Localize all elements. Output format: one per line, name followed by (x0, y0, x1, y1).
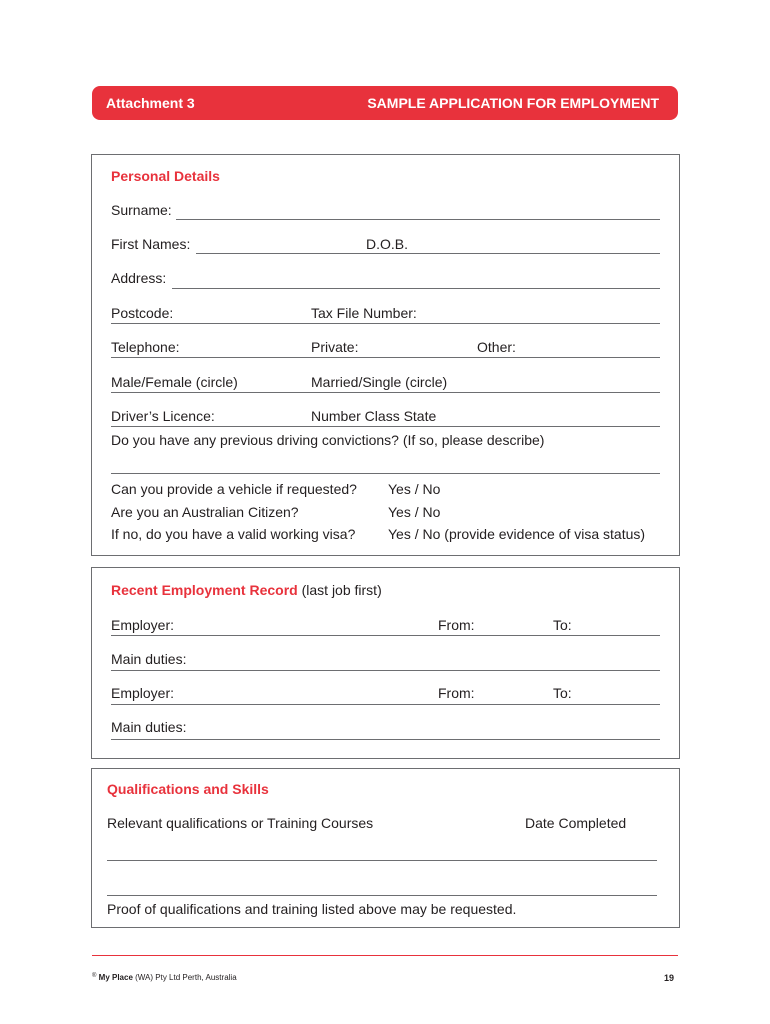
address-label: Address: (111, 270, 167, 286)
postcode-label: Postcode: (111, 305, 174, 321)
visa-answer[interactable]: Yes / No (provide evidence of visa status) (388, 526, 646, 542)
vehicle-question: Can you provide a vehicle if requested? (111, 481, 357, 497)
gender-label: Male/Female (circle) (111, 374, 238, 390)
employer-field-2[interactable] (111, 704, 660, 705)
page-number: 19 (664, 973, 675, 983)
citizen-question: Are you an Australian Citizen? (111, 504, 299, 520)
convictions-field[interactable] (111, 473, 660, 474)
private-label: Private: (311, 339, 359, 355)
visa-question: If no, do you have a valid working visa? (111, 526, 356, 542)
telephone-field[interactable] (111, 357, 660, 358)
gender-marital-field[interactable] (111, 392, 660, 393)
from-label-1: From: (438, 617, 475, 633)
duties-label-2: Main duties: (111, 719, 187, 735)
attachment-label: Attachment 3 (106, 95, 195, 111)
to-label-1: To: (553, 617, 572, 633)
first-names-field[interactable] (196, 253, 660, 254)
first-names-label: First Names: (111, 236, 191, 252)
citizen-answer[interactable]: Yes / No (388, 504, 441, 520)
employer-label-2: Employer: (111, 685, 175, 701)
footer-credit (92, 973, 237, 982)
footer-divider (92, 955, 678, 956)
proof-note: Proof of qualifications and training listed above may be requested. (107, 901, 517, 917)
courses-label: Relevant qualifications or Training Courses (107, 815, 374, 831)
telephone-label: Telephone: (111, 339, 180, 355)
licence-details-label: Number Class State (311, 408, 437, 424)
address-field[interactable] (172, 288, 660, 289)
duties-label-1: Main duties: (111, 651, 187, 667)
tfn-label: Tax File Number: (311, 305, 417, 321)
employment-title-text: Recent Employment Record (111, 582, 298, 598)
qualification-field-1[interactable] (107, 860, 657, 861)
duties-field-2[interactable] (111, 739, 660, 740)
employment-title-note: (last job first) (301, 582, 382, 598)
licence-field[interactable] (111, 426, 660, 427)
form-title: SAMPLE APPLICATION FOR EMPLOYMENT (367, 95, 659, 111)
employer-label-1: Employer: (111, 617, 175, 633)
personal-details-title: Personal Details (111, 168, 220, 184)
header-banner (92, 86, 678, 120)
vehicle-answer[interactable]: Yes / No (388, 481, 441, 497)
dob-label: D.O.B. (366, 236, 409, 252)
other-label: Other: (477, 339, 516, 355)
surname-label: Surname: (111, 202, 172, 218)
company-details: (WA) Pty Ltd Perth, Australia (132, 973, 237, 982)
convictions-label: Do you have any previous driving convictions? (If so, please describe) (111, 432, 545, 448)
licence-label: Driver’s Licence: (111, 408, 215, 424)
qualification-field-2[interactable] (107, 895, 657, 896)
surname-field[interactable] (176, 219, 660, 220)
registered-symbol: ® (92, 973, 97, 979)
marital-label: Married/Single (circle) (311, 374, 448, 390)
postcode-tfn-field[interactable] (111, 323, 660, 324)
duties-field-1[interactable] (111, 670, 660, 671)
qualifications-title: Qualifications and Skills (107, 781, 269, 797)
employer-field-1[interactable] (111, 635, 660, 636)
employment-title (111, 582, 382, 598)
brand-name: My Place (98, 973, 133, 982)
to-label-2: To: (553, 685, 572, 701)
from-label-2: From: (438, 685, 475, 701)
date-completed-label: Date Completed (525, 815, 627, 831)
